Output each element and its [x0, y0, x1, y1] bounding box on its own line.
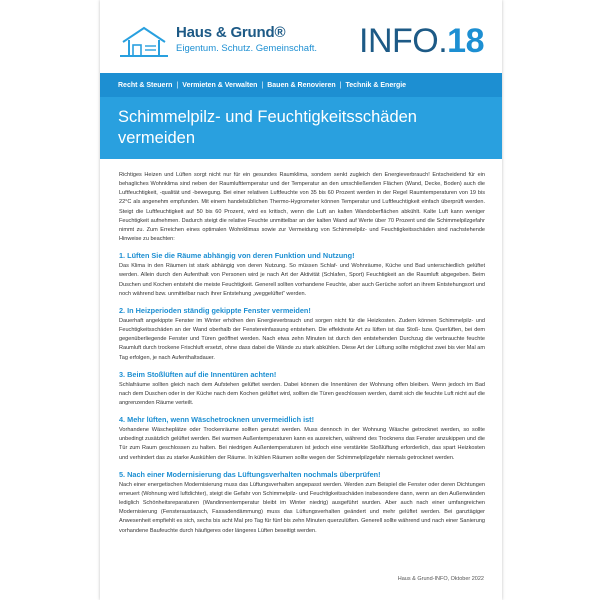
- brand: [176, 24, 317, 54]
- category-separator: |: [176, 81, 179, 89]
- info-label: INFO.: [359, 22, 448, 60]
- brand-tagline: Eigentum. Schutz. Gemeinschaft.: [176, 43, 317, 54]
- section-text-2: Dauerhaft angekippte Fenster im Winter erhöhen den Energieverbrauch und sorgen nicht für die Heizkosten. Zudem können Schimmelpilz- und Feuchtigkeitsschäden an der Wand oberhalb der Fenstereinfassung entstehen. Die effektivste Art zu lüften ist das Stoß- bzw. Querlüften, bei dem gegenüberliegende Fenster und Türen geöffnet werden. Nach etwa zehn Minuten ist durch den entstehenden Durchzug die verbrauchte feuchte Raumluft durch trockene Frischluft ersetzt, ohne dass dabei die Wände zu stark abkühlen. Diese Art der Lüftung sollte möglichst zwei bis vier Mal am Tag erfolgen, je nach Aufenthaltsdauer.: [119, 317, 485, 361]
- info-issue-number: 18: [447, 22, 484, 60]
- brand-name: Haus & Grund®: [176, 24, 286, 41]
- page-title: [118, 107, 484, 149]
- intro-paragraph: Richtiges Heizen und Lüften sorgt nicht nur für ein gesundes Raumklima, sondern senkt zugleich den Energieverbrauch! Entscheidend für ein behagliches Wohnklima sind neben der Raumlufttemperatur und der Temperatur an den umschließenden Flächen (Wand, Decke, Boden) auch die Luftfeuchtigkeit, -qualität und -bewegung. Bei einer relativen Luftfeuchte von 35 bis 60 Prozent werden in der Regel Raumtemperaturen von 19 bis 22°C als angenehm empfunden. Mit einem handelsüblichen Thermo-Hygrometer können Temperatur und Luftfeuchtigkeit einfach überprüft werden. Steigt die Luftfeuchtigkeit auf 50 bis 60 Prozent, wird es kritisch, wenn die Luft an kalten Wandoberflächen abkühlt. Kalte Luft kann weniger Feuchtigkeit aufnehmen. Dadurch steigt die relative Feuchte unmittelbar an der kalten Wand auf Werte über 70 Prozent und die Schimmelpilzgefahr nimmt zu. Zum Erreichen eines optimalen Wohnklimas sowie zur Vermeidung von Schimmelpilz- und Feuchtigkeitsschäden sind nachstehende Hinweise zu beachten:: [119, 172, 485, 243]
- title-band: [100, 97, 502, 159]
- section-text-4: Vorhandene Wäscheplätze oder Trockenräume sollten genutzt werden. Muss dennoch in der Wohnung Wäsche getrocknet werden, so sollte unbedingt zusätzlich gelüftet werden. Bei warmen Außentemperaturen kann es ausreichen, während des Trocknens das Fenster anzukippen und die Tür zum Raum geschlossen zu halten. Bei niedrigen Außentemperaturen ist jedoch eine verstärkte Stoßlüftung erforderlich, das spart Heizkosten und verhindert das zu starke Auskühlen der Räume. In kühlen Räumen sollte wegen der Schimmelpilzgefahr niemals getrocknet werden.: [119, 427, 485, 461]
- section-text-5: Nach einer energetischen Modernisierung muss das Lüftungsverhalten angepasst werden. Werden zum Beispiel die Fenster oder deren Dichtungen erneuert (Wohnung wird luftdichter), steigt die Gefahr von Schimmelpilz- und Feuchtigkeitsschäden insbesondere dann, wenn an den Außenwänden lediglich Schönheitsreparaturen (Wandinnentemperatur bleibt im Winter niedrig) ausgeführt wurden. Aber auch nach einer umfangreichen Modernisierung (Fensteraustausch, Fassadendämmung) muss das Lüftungsverhalten geändert und mehr gelüftet werden. Bei ganztägiger Anwesenheit empfiehlt es sich, sechs bis acht Mal pro Tag für fünf bis zehn Minuten querzulüften. Generell sollte während und nach einer Sanierung vorhandene Baufeuchte durch häufigeres oder längeres Lüften beseitigt werden.: [119, 481, 485, 534]
- page-title-line-1: Schimmelpilz- und Feuchtigkeitsschäden: [118, 108, 417, 126]
- section-heading-5: 5. Nach einer Modernisierung das Lüftungsverhalten nochmals überprüfen!: [119, 469, 381, 479]
- section-heading-1: 1. Lüften Sie die Räume abhängig von deren Funktion und Nutzung!: [119, 251, 355, 261]
- category-bauen-renovieren: Bauen & Renovieren: [267, 81, 336, 89]
- category-vermieten-verwalten: Vermieten & Verwalten: [182, 81, 258, 89]
- section-heading-4: 4. Mehr lüften, wenn Wäschetrocknen unvermeidlich ist!: [119, 415, 315, 425]
- page-title-line-2: vermeiden: [118, 129, 196, 147]
- footer-text: Haus & Grund-INFO, Oktober 2022: [397, 576, 484, 582]
- info-page: [100, 0, 502, 600]
- section-text-1: Das Klima in den Räumen ist stark abhängig von deren Nutzung. So müssen Schlaf- und Wohnräume, Küche und Bad unterschiedlich gelüftet werden. Allein durch den Aufenthalt von Personen wird je nach Art der Aktivität (Schlafen, Sport) Feuchtigkeit an die Raumluft abgegeben. Beim Duschen und Kochen entsteht die meiste Feuchtigkeit. Generell sollten vorhandene Feuchte, aber auch Gerüche sofort an ihrem Entstehungsort und noch während bzw. unmittelbar nach ihrer Entstehung „weggelüftet“ werden.: [119, 263, 485, 297]
- category-separator: |: [261, 81, 264, 89]
- section-heading-3: 3. Beim Stoßlüften auf die Innentüren achten!: [119, 369, 277, 379]
- category-recht-steuern: Recht & Steuern: [118, 81, 173, 89]
- category-technik-energie: Technik & Energie: [345, 81, 407, 89]
- article-body: [119, 171, 485, 536]
- category-separator: |: [339, 81, 342, 89]
- info-number: [359, 22, 484, 61]
- section-text-3: Schlafräume sollten gleich nach dem Aufstehen gelüftet werden. Dabei können die Innentüren der Wohnung offen bleiben. Wenn jedoch im Bad nach dem Duschen oder in der Küche nach dem Kochen gelüftet wird, sollten die Türen geschlossen werden, damit sich die feuchte Luft nicht auf die angrenzenden Räume verteilt.: [119, 381, 485, 406]
- section-heading-2: 2. In Heizperioden ständig gekippte Fenster vermeiden!: [119, 305, 311, 315]
- category-bar: [100, 73, 502, 97]
- house-logo-icon: [120, 26, 168, 60]
